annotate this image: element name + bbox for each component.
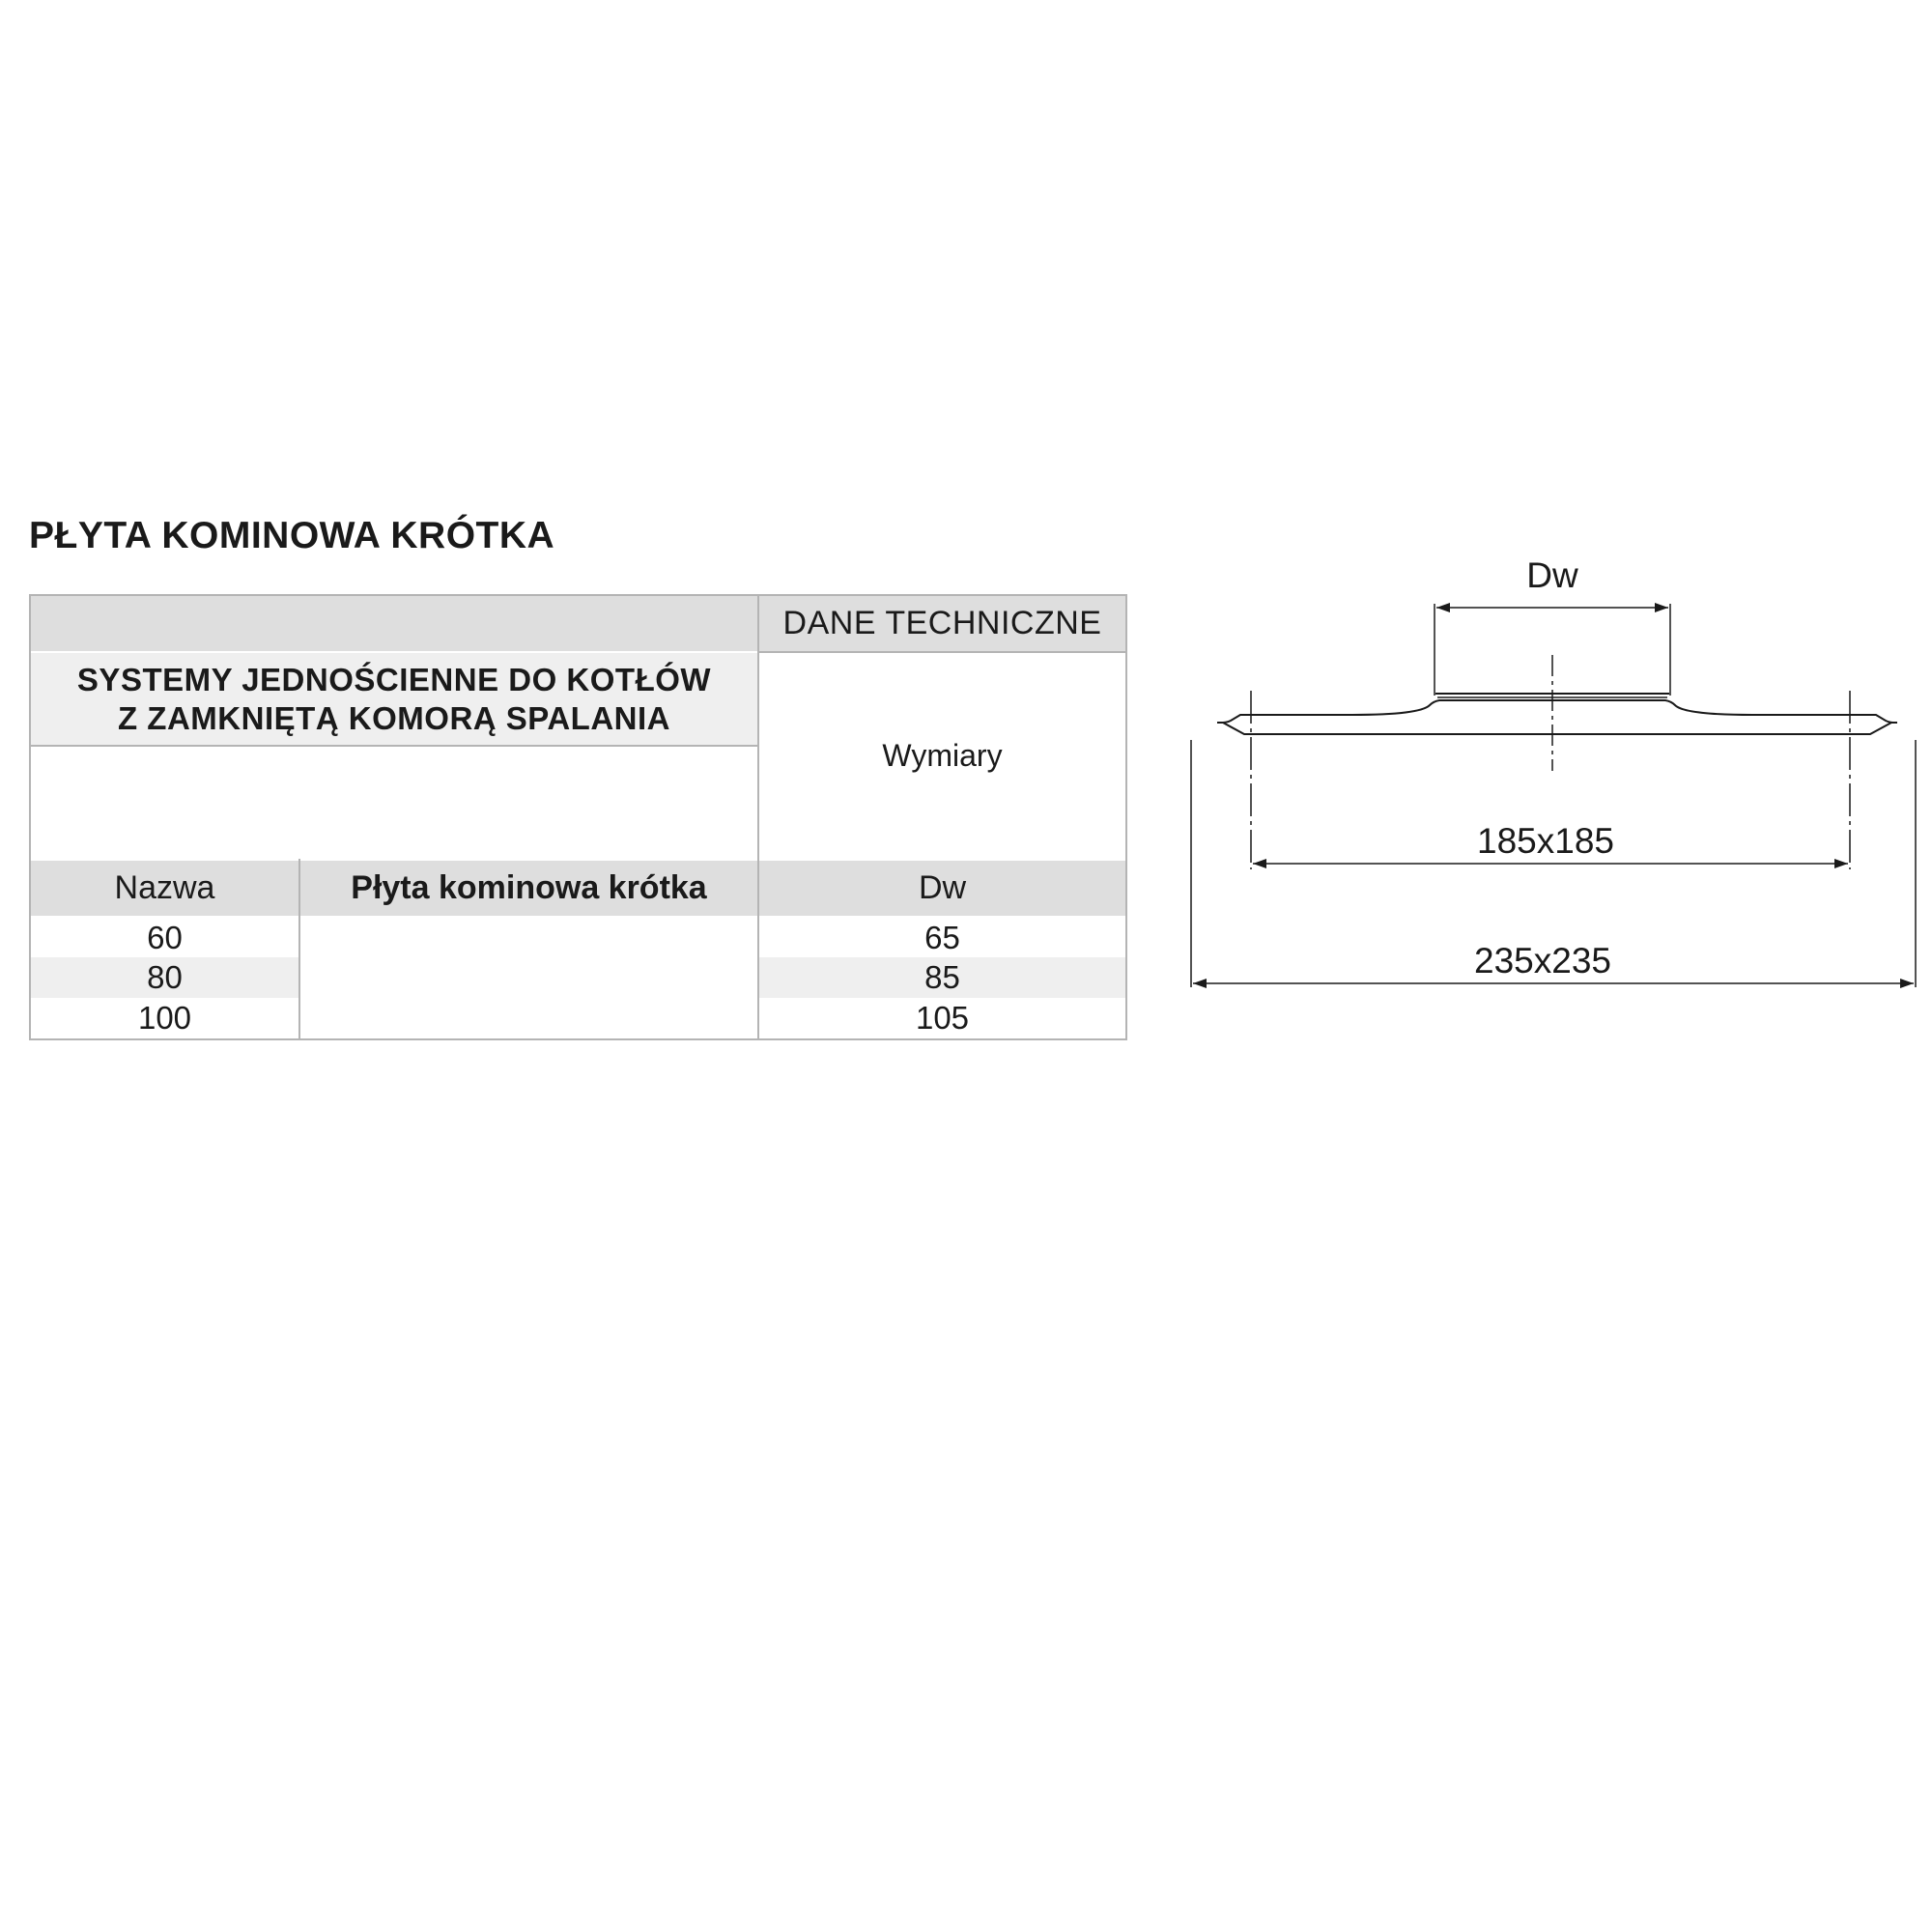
plate-technical-drawing bbox=[1188, 541, 1922, 1005]
divider-v-left bbox=[298, 859, 300, 1038]
dw-label: Dw bbox=[1526, 555, 1578, 595]
system-title-line2: Z ZAMKNIĘTĄ KOMORĄ SPALANIA bbox=[117, 699, 671, 736]
row-100-dw: 105 bbox=[915, 1000, 970, 1036]
header-empty-cell bbox=[31, 596, 757, 651]
technical-data-table bbox=[29, 594, 1127, 1040]
divider-v-right bbox=[757, 596, 759, 1038]
col-header-nazwa: Nazwa bbox=[31, 861, 298, 916]
divider-h-dane bbox=[757, 651, 1125, 653]
row-80-dw: 85 bbox=[759, 957, 1125, 998]
plate-outline-bottom bbox=[1217, 723, 1897, 734]
col-header-product: Płyta kominowa krótka bbox=[300, 861, 757, 916]
wymiary-label: Wymiary bbox=[882, 738, 1003, 773]
row-100-name: 100 bbox=[137, 1000, 192, 1036]
page-title: PŁYTA KOMINOWA KRÓTKA bbox=[29, 515, 555, 556]
system-title-cell bbox=[31, 653, 757, 745]
divider-h-systems bbox=[31, 745, 757, 747]
col-header-dw: Dw bbox=[759, 861, 1125, 916]
inner-dimension-label: 185x185 bbox=[1477, 821, 1614, 861]
row-60-dw: 65 bbox=[924, 919, 960, 955]
system-title-line1: SYSTEMY JEDNOŚCIENNE DO KOTŁÓW bbox=[76, 661, 712, 697]
outer-dimension-label: 235x235 bbox=[1474, 941, 1611, 980]
plate-outline-top bbox=[1217, 700, 1897, 723]
row-60-name: 60 bbox=[147, 919, 183, 955]
row-80-name: 80 bbox=[31, 957, 298, 998]
dane-techniczne-header: DANE TECHNICZNE bbox=[759, 596, 1125, 651]
